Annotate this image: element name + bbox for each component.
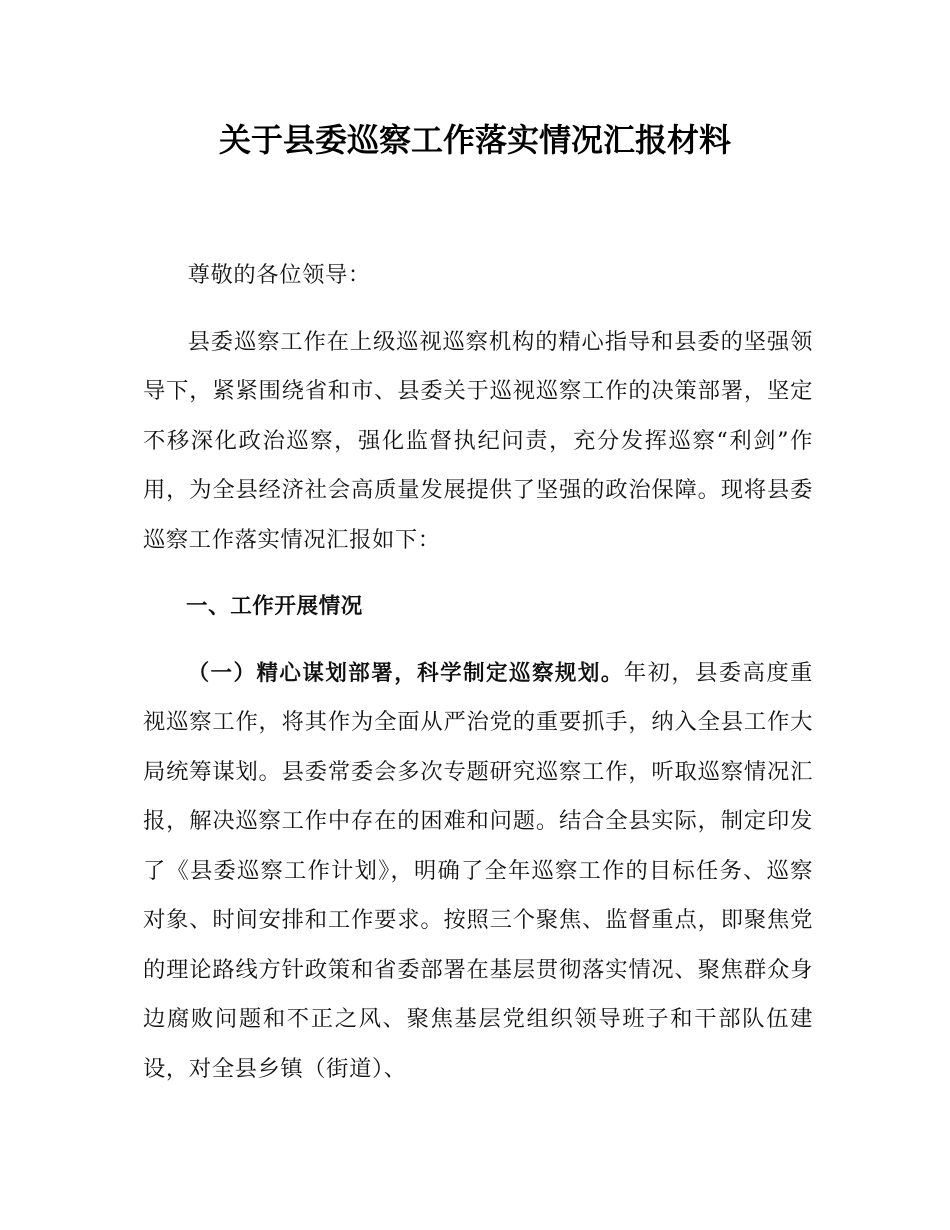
document-title: 关于县委巡察工作落实情况汇报材料 (218, 121, 731, 159)
subsection-heading: （一）精心谋划部署，科学制定巡察规划。 (187, 660, 624, 686)
section-heading: 一、工作开展情况 (186, 594, 363, 619)
subsection-body: 年初，县委高度重视巡察工作，将其作为全面从严治党的重要抓手，纳入全县工作大局统筹谋划。县委常委会多次专题研究巡察工作，听取巡察情况汇报，解决巡察工作中存在的困难和问题。结合全县实际，制定印发了《县委巡察工作计划》，明确了全年巡察工作的目标任务、巡察对象、时间安排和工作要求。按照三个聚焦、监督重点，即聚焦党的理论路线方针政策和省委部署在基层贯彻落实情况、聚焦群众身边腐败问题和不正之风、聚焦基层党组织领导班子和干部队伍建设，对全县乡镇（街道）、 (143, 659, 813, 1082)
document-body (143, 251, 813, 1094)
salutation: 尊敬的各位领导： (187, 262, 371, 288)
subsection-paragraph (143, 649, 813, 1095)
intro-paragraph: 县委巡察工作在上级巡视巡察机构的精心指导和县委的坚强领导下，紧紧围绕省和市、县委关于巡视巡察工作的决策部署，坚定不移深化政治巡察，强化监督执纪问责，充分发挥巡察“利剑”作用，为全县经济社会高质量发展提供了坚强的政治保障。现将县委巡察工作落实情况汇报如下： (143, 328, 813, 553)
